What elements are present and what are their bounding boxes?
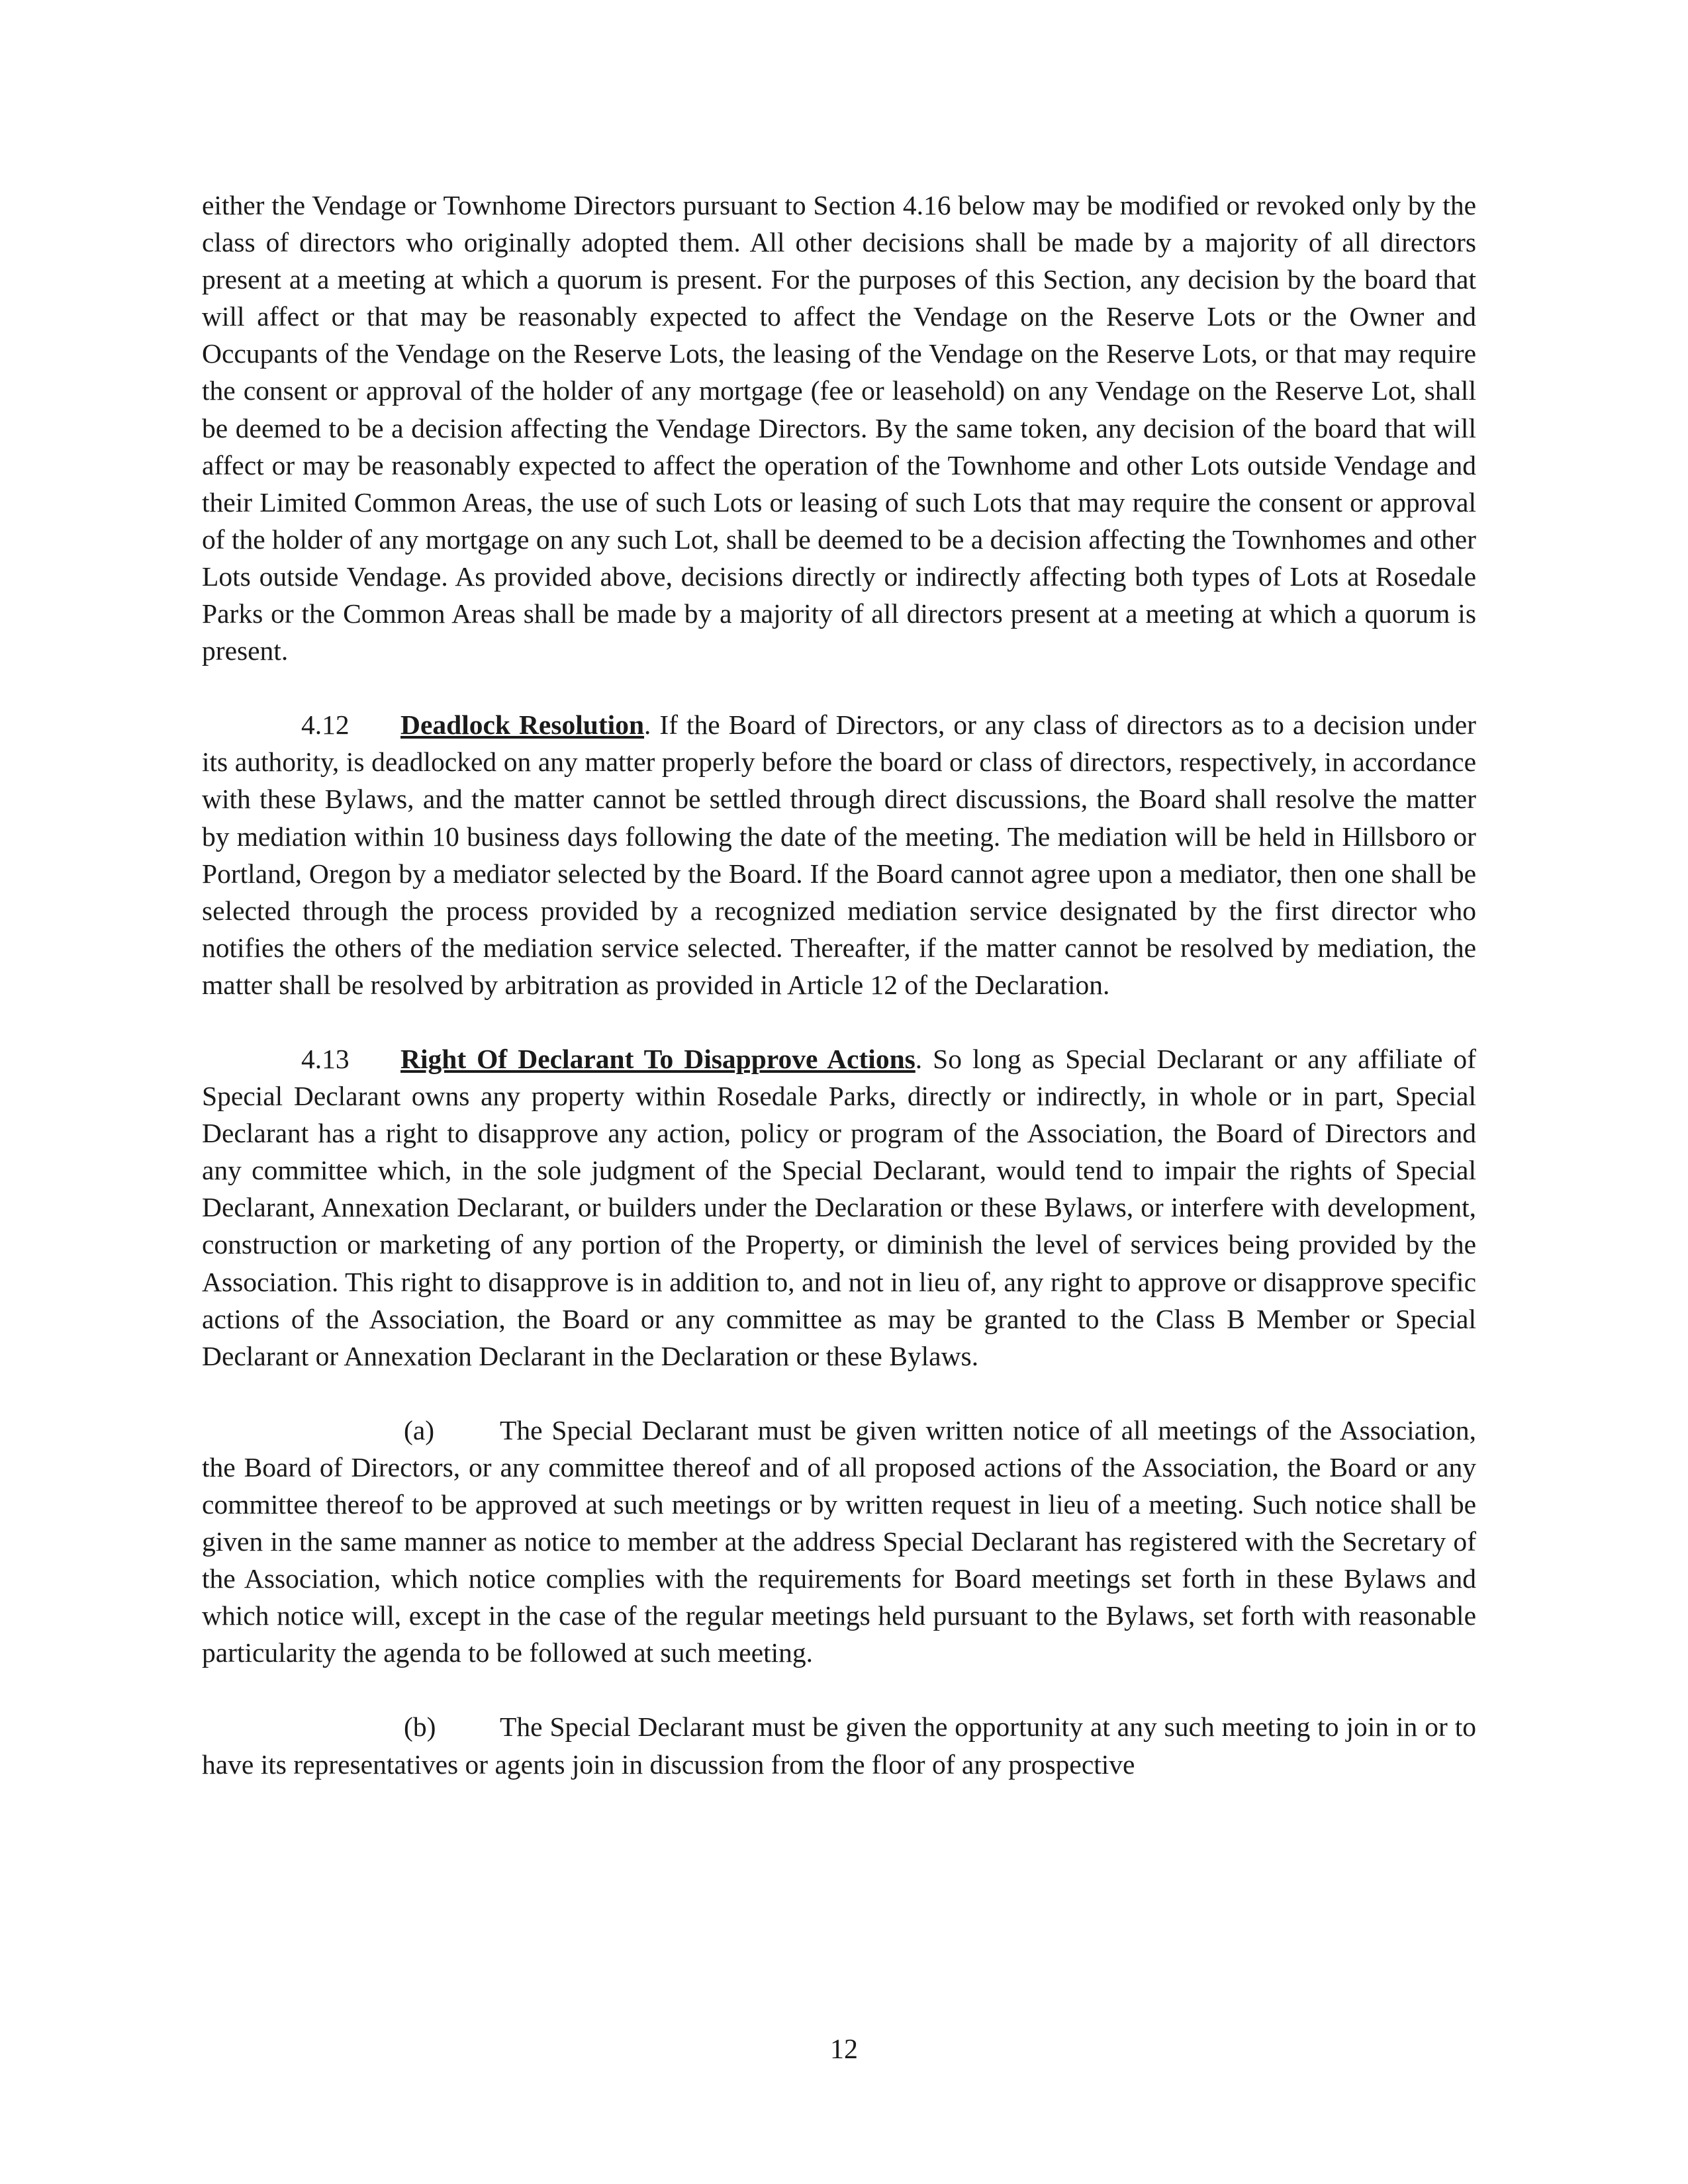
- section-body: So long as Special Declarant or any affiliate of Special Declarant owns any property within Rosedale Parks, directly or indirectly, in whole or in part, Special Declarant has a right to disapprove any action, policy or program of the Association, the Board of Directors and any committee which, in the sole judgment of the Special Declarant, would tend to impair the rights of Special Declarant, Annexation Declarant, or builders under the Declaration or these Bylaws, or interfere with development, construction or marketing of any portion of the Property, or diminish the level of services being provided by the Association. This right to disapprove is in addition to, and not in lieu of, any right to approve or disapprove specific actions of the Association, the Board or any committee as may be granted to the Class B Member or Special Declarant or Annexation Declarant in the Declaration or these Bylaws.: [202, 1043, 1476, 1371]
- section-heading-punct: .: [915, 1043, 923, 1074]
- subsection-label: (a): [404, 1414, 435, 1445]
- subsection-b: [202, 1708, 1476, 1782]
- document-page: [202, 187, 1476, 1783]
- section-4-13: [202, 1040, 1476, 1375]
- subsection-body: The Special Declarant must be given written notice of all meetings of the Association, the Board of Directors, or any committee thereof and of all proposed actions of the Association, the Board or any committee thereof to be approved at such meetings or by written request in lieu of a meeting. Such notice shall be given in the same manner as notice to member at the address Special Declarant has registered with the Secretary of the Association, which notice complies with the requirements for Board meetings set forth in these Bylaws and which notice will, except in the case of the regular meetings held pursuant to the Bylaws, set forth with reasonable particularity the agenda to be followed at such meeting.: [202, 1414, 1476, 1668]
- section-4-12: [202, 706, 1476, 1003]
- section-number: 4.13: [301, 1043, 350, 1074]
- section-number: 4.12: [301, 709, 350, 741]
- section-heading-punct: .: [644, 709, 651, 741]
- section-heading: Deadlock Resolution: [400, 709, 645, 741]
- subsection-label: (b): [404, 1711, 436, 1743]
- page-number: 12: [830, 2034, 858, 2065]
- subsection-a: [202, 1412, 1476, 1672]
- subsection-body: The Special Declarant must be given the opportunity at any such meeting to join in or to have its representatives or agents join in discussion from the floor of any prospective: [202, 1711, 1476, 1780]
- section-heading: Right Of Declarant To Disapprove Actions: [400, 1043, 915, 1074]
- section-body: If the Board of Directors, or any class of directors as to a decision under its authority, is deadlocked on any matter properly before the board or class of directors, respectively, in accordance with these Bylaws, and the matter cannot be settled through direct discussions, the Board shall resolve the matter by mediation within 10 business days following the date of the meeting. The mediation will be held in Hillsboro or Portland, Oregon by a mediator selected by the Board. If the Board cannot agree upon a mediator, then one shall be selected through the process provided by a recognized mediation service designated by the first director who notifies the others of the mediation service selected. Thereafter, if the matter cannot be resolved by mediation, the matter shall be resolved by arbitration as provided in Article 12 of the Declaration.: [202, 709, 1476, 1000]
- continuation-paragraph: either the Vendage or Townhome Directors pursuant to Section 4.16 below may be modified or revoked only by the class of directors who originally adopted them. All other decisions shall be made by a majority of all directors present at a meeting at which a quorum is present. For the purposes of this Section, any decision by the board that will affect or that may be reasonably expected to affect the Vendage on the Reserve Lots or the Owner and Occupants of the Vendage on the Reserve Lots, the leasing of the Vendage on the Reserve Lots, or that may require the consent or approval of the holder of any mortgage (fee or leasehold) on any Vendage on the Reserve Lot, shall be deemed to be a decision affecting the Vendage Directors. By the same token, any decision of the board that will affect or may be reasonably expected to affect the operation of the Townhome and other Lots outside Vendage and their Limited Common Areas, the use of such Lots or leasing of such Lots that may require the consent or approval of the holder of any mortgage on any such Lot, shall be deemed to be a decision affecting the Townhomes and other Lots outside Vendage. As provided above, decisions directly or indirectly affecting both types of Lots at Rosedale Parks or the Common Areas shall be made by a majority of all directors present at a meeting at which a quorum is present.: [202, 190, 1476, 666]
